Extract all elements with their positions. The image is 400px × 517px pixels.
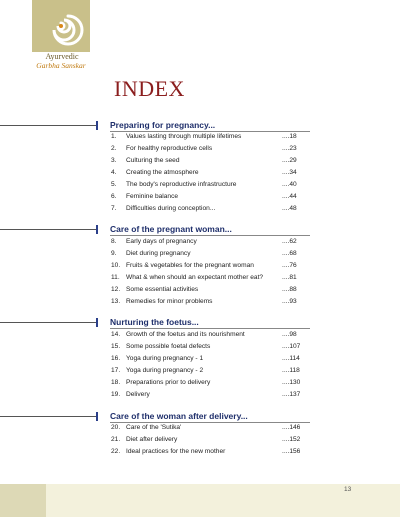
toc-entry[interactable] xyxy=(111,343,321,353)
section-marker xyxy=(96,121,98,130)
toc-entry[interactable] xyxy=(111,367,321,377)
entry-page: ....118 xyxy=(282,367,300,374)
entry-title: Some possible foetal defects xyxy=(126,343,211,350)
section-underline xyxy=(110,422,310,423)
logo xyxy=(32,0,90,52)
entry-title: Culturing the seed xyxy=(126,157,180,164)
entry-page: ....130 xyxy=(282,379,301,386)
section-marker xyxy=(96,412,98,421)
entry-page: ....62 xyxy=(282,238,297,245)
toc-entry[interactable] xyxy=(111,238,321,248)
entry-page: ....40 xyxy=(282,181,297,188)
entry-title: Ideal practices for the new mother xyxy=(126,448,226,455)
entry-page: ....93 xyxy=(282,298,297,305)
entry-number: 8. xyxy=(111,238,117,245)
entry-number: 12. xyxy=(111,286,121,293)
entry-page: ....107 xyxy=(282,343,301,350)
entry-page: ....137 xyxy=(282,391,301,398)
entry-title: Preparations prior to delivery xyxy=(126,379,211,386)
entry-title: Growth of the foetus and its nourishment xyxy=(126,331,245,338)
toc-entry[interactable] xyxy=(111,274,321,284)
section-divider-line xyxy=(0,322,96,323)
section-title: Care of the woman after delivery... xyxy=(110,411,248,421)
entry-title: Delivery xyxy=(126,391,150,398)
entry-number: 9. xyxy=(111,250,117,257)
entry-number: 18. xyxy=(111,379,121,386)
section-title: Preparing for pregnancy... xyxy=(110,120,216,130)
toc-entry[interactable] xyxy=(111,355,321,365)
entry-number: 6. xyxy=(111,193,117,200)
entry-number: 10. xyxy=(111,262,121,269)
page-title: INDEX xyxy=(114,76,185,101)
section-title: Nurturing the foetus... xyxy=(110,317,199,327)
entry-page: ....98 xyxy=(282,331,297,338)
entry-number: 15. xyxy=(111,343,121,350)
section-underline xyxy=(110,235,310,236)
entry-title: Creating the atmosphere xyxy=(126,169,199,176)
toc-entry[interactable] xyxy=(111,331,321,341)
entry-number: 4. xyxy=(111,169,117,176)
toc-entry[interactable] xyxy=(111,391,321,401)
entry-number: 14. xyxy=(111,331,121,338)
entry-page: ....152 xyxy=(282,436,301,443)
entry-title: Feminine balance xyxy=(126,193,179,200)
entry-number: 20. xyxy=(111,424,121,431)
toc-entry[interactable] xyxy=(111,193,321,203)
toc-entry[interactable] xyxy=(111,145,321,155)
entry-title: What & when should an expectant mother eat? xyxy=(126,274,264,281)
toc-entry[interactable] xyxy=(111,424,321,434)
entry-number: 22. xyxy=(111,448,121,455)
entry-title: Care of the 'Sutika' xyxy=(126,424,182,431)
entry-number: 7. xyxy=(111,205,117,212)
entry-page: ....146 xyxy=(282,424,301,431)
toc-entry[interactable] xyxy=(111,181,321,191)
section-underline xyxy=(110,131,310,132)
entry-page: ....23 xyxy=(282,145,297,152)
section-divider-line xyxy=(0,125,96,126)
entry-page: ....81 xyxy=(282,274,297,281)
entry-number: 11. xyxy=(111,274,120,281)
brand-line-1: Ayurvedic xyxy=(45,52,79,61)
section-marker xyxy=(96,318,98,327)
entry-title: Values lasting through multiple lifetimes xyxy=(126,133,242,140)
toc-entry[interactable] xyxy=(111,298,321,308)
section-title: Care of the pregnant woman... xyxy=(110,224,232,234)
entry-page: ....34 xyxy=(282,169,297,176)
toc-entry[interactable] xyxy=(111,448,321,458)
entry-page: ....68 xyxy=(282,250,297,257)
entry-page: ....18 xyxy=(282,133,297,140)
entry-number: 16. xyxy=(111,355,121,362)
entry-title: Yoga during pregnancy - 1 xyxy=(126,355,204,362)
entry-number: 21. xyxy=(111,436,121,443)
section-divider-line xyxy=(0,229,96,230)
toc-entry[interactable] xyxy=(111,262,321,272)
entry-number: 3. xyxy=(111,157,117,164)
entry-page: ....156 xyxy=(282,448,301,455)
entry-page: ....48 xyxy=(282,205,297,212)
entry-number: 2. xyxy=(111,145,117,152)
toc-entry[interactable] xyxy=(111,286,321,296)
toc-entry[interactable] xyxy=(111,436,321,446)
section-divider-line xyxy=(0,416,96,417)
entry-page: ....114 xyxy=(282,355,300,362)
footer-band-left xyxy=(0,484,46,517)
entry-number: 1. xyxy=(111,133,117,140)
toc-entry[interactable] xyxy=(111,157,321,167)
entry-page: ....44 xyxy=(282,193,297,200)
swirl-spiral-logo xyxy=(32,0,90,52)
entry-title: Fruits & vegetables for the pregnant woman xyxy=(126,262,254,269)
entry-title: The body's reproductive infrastructure xyxy=(126,181,237,188)
entry-title: Diet during pregnancy xyxy=(126,250,191,257)
entry-number: 13. xyxy=(111,298,121,305)
section-underline xyxy=(110,328,310,329)
entry-title: Difficulties during conception... xyxy=(126,205,216,212)
toc-entry[interactable] xyxy=(111,379,321,389)
entry-title: Diet after delivery xyxy=(126,436,178,443)
entry-page: ....88 xyxy=(282,286,297,293)
section-marker xyxy=(96,225,98,234)
entry-title: Remedies for minor problems xyxy=(126,298,213,305)
entry-page: ....29 xyxy=(282,157,297,164)
toc-entry[interactable] xyxy=(111,250,321,260)
brand-line-2: Garbha Sanskar xyxy=(36,61,86,70)
toc-entry[interactable] xyxy=(111,205,321,215)
entry-title: Yoga during pregnancy - 2 xyxy=(126,367,204,374)
entry-number: 5. xyxy=(111,181,117,188)
entry-number: 19. xyxy=(111,391,121,398)
entry-page: ....76 xyxy=(282,262,297,269)
toc-entry[interactable] xyxy=(111,169,321,179)
page-number: 13 xyxy=(344,486,352,493)
entry-title: Early days of pregnancy xyxy=(126,238,197,245)
toc-entry[interactable] xyxy=(111,133,321,143)
entry-number: 17. xyxy=(111,367,121,374)
entry-title: Some essential activities xyxy=(126,286,199,293)
entry-title: For healthy reproductive cells xyxy=(126,145,213,152)
